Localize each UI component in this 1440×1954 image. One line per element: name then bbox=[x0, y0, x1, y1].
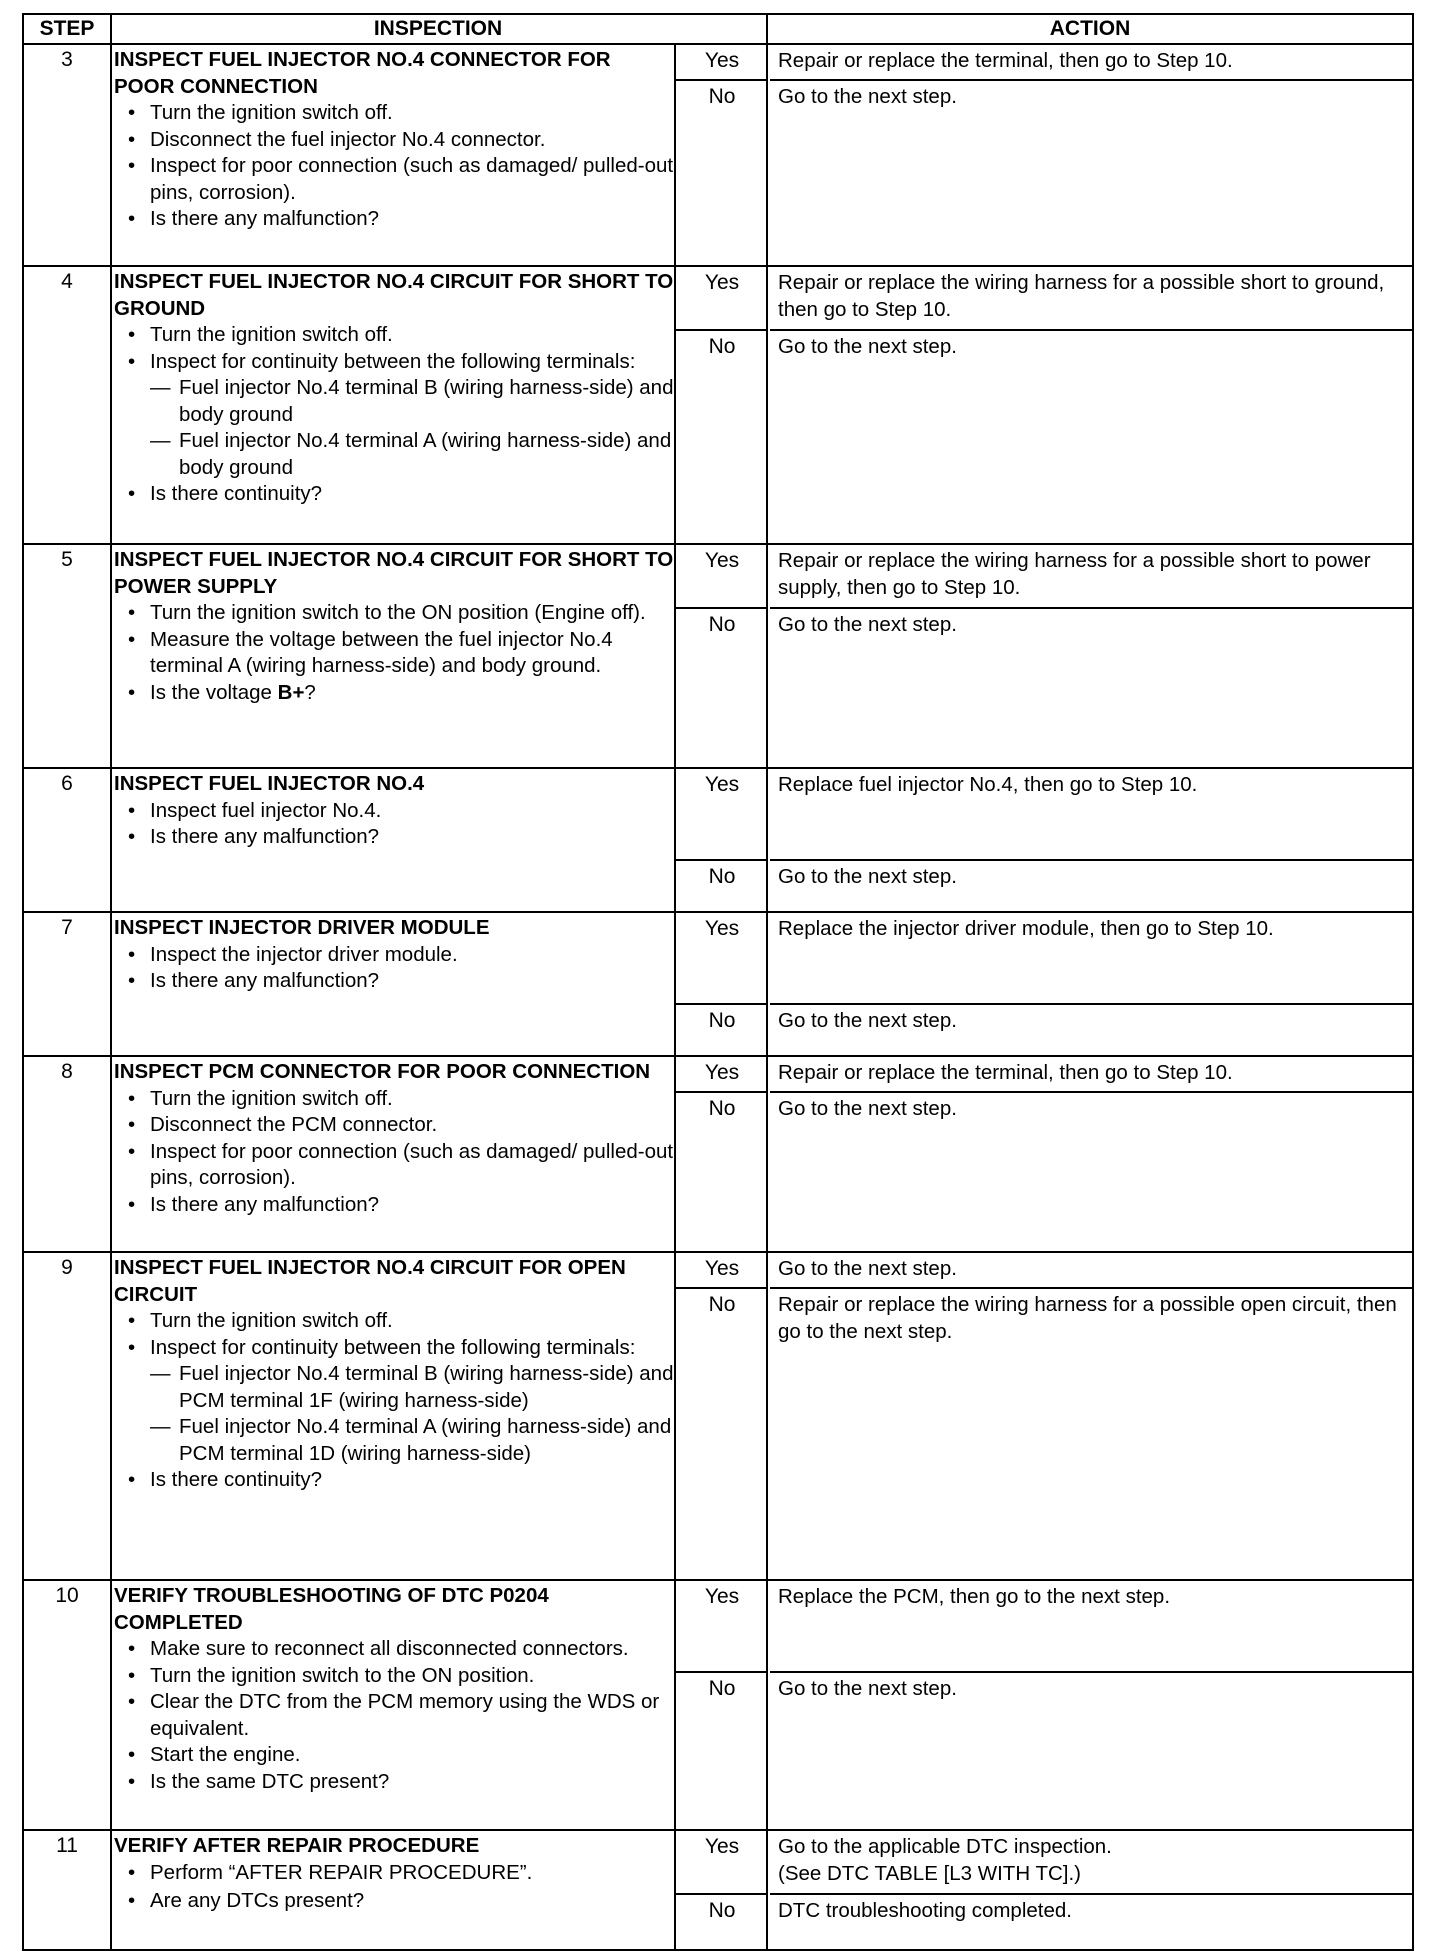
inspection-title: INSPECT INJECTOR DRIVER MODULE bbox=[114, 916, 490, 939]
inspection-title: VERIFY AFTER REPAIR PROCEDURE bbox=[114, 1834, 480, 1857]
table-row bbox=[24, 769, 1412, 913]
step-number: 11 bbox=[56, 1834, 78, 1857]
yes-cell bbox=[676, 1831, 768, 1893]
yes-action-cell bbox=[770, 1831, 1412, 1893]
inspection-item: • Turn the ignition switch off. bbox=[114, 322, 674, 349]
yes-cell bbox=[676, 769, 768, 859]
inspection-item: • Is there any malfunction? bbox=[114, 824, 674, 851]
yes-action-cell bbox=[770, 913, 1412, 1003]
step-number: 4 bbox=[61, 270, 73, 293]
inspection-item: • Turn the ignition switch to the ON position (Engine off). bbox=[114, 600, 674, 627]
step-number: 9 bbox=[61, 1256, 73, 1279]
step-number: 10 bbox=[55, 1584, 79, 1607]
inspection-item: • Start the engine. bbox=[114, 1742, 674, 1769]
no-label: No bbox=[708, 1899, 736, 1922]
inspection-item: • Is there any malfunction? bbox=[114, 206, 674, 233]
inspection-item: • Turn the ignition switch off. bbox=[114, 100, 674, 127]
table-row bbox=[24, 545, 1412, 769]
inspection-cell bbox=[114, 1583, 674, 1795]
yes-action-cell bbox=[770, 1057, 1412, 1091]
no-action-cell bbox=[770, 1091, 1412, 1251]
no-action-cell bbox=[770, 1003, 1412, 1055]
no-cell bbox=[676, 1893, 768, 1951]
yes-label: Yes bbox=[704, 1257, 740, 1280]
no-action-cell bbox=[770, 79, 1412, 265]
yes-cell bbox=[676, 1581, 768, 1671]
inspection-item: • Is the same DTC present? bbox=[114, 1769, 674, 1796]
inspection-item: • Disconnect the fuel injector No.4 connector. bbox=[114, 127, 674, 154]
table-row bbox=[24, 913, 1412, 1057]
inspection-item: • Is the voltage B+? bbox=[114, 680, 674, 707]
yes-label: Yes bbox=[704, 49, 740, 72]
inspection-title: INSPECT FUEL INJECTOR NO.4 CIRCUIT FOR SHORT TO GROUND bbox=[114, 270, 674, 320]
inspection-item: • Turn the ignition switch off. bbox=[114, 1308, 674, 1335]
table-body bbox=[24, 45, 1412, 1949]
inspection-item: • Disconnect the PCM connector. bbox=[114, 1112, 674, 1139]
yes-label: Yes bbox=[704, 1585, 740, 1608]
no-cell bbox=[676, 1671, 768, 1829]
inspection-subitem: — Fuel injector No.4 terminal B (wiring harness-side) and PCM terminal 1F (wiring harness-side) bbox=[150, 1362, 674, 1412]
table-row bbox=[24, 1253, 1412, 1581]
no-action: Go to the next step. bbox=[778, 85, 957, 108]
step-number: 6 bbox=[61, 772, 73, 795]
no-action: Go to the next step. bbox=[778, 1009, 957, 1032]
no-cell bbox=[676, 329, 768, 543]
yes-label: Yes bbox=[704, 917, 740, 940]
yes-cell bbox=[676, 1057, 768, 1091]
inspection-subitem: — Fuel injector No.4 terminal A (wiring harness-side) and body ground bbox=[150, 429, 672, 479]
inspection-item: • Perform “AFTER REPAIR PROCEDURE”. bbox=[114, 1860, 674, 1887]
no-action-cell bbox=[770, 607, 1412, 767]
yes-label: Yes bbox=[704, 773, 740, 796]
inspection-cell bbox=[114, 771, 674, 851]
yes-action-cell bbox=[770, 1253, 1412, 1287]
inspection-title: INSPECT PCM CONNECTOR FOR POOR CONNECTION bbox=[114, 1060, 651, 1083]
inspection-item: • Turn the ignition switch off. bbox=[114, 1086, 674, 1113]
no-label: No bbox=[708, 85, 736, 108]
inspection-cell bbox=[114, 547, 674, 706]
no-action: Go to the next step. bbox=[778, 1677, 957, 1700]
step-number: 7 bbox=[61, 916, 73, 939]
yes-label: Yes bbox=[704, 1061, 740, 1084]
inspection-item: • Turn the ignition switch to the ON position. bbox=[114, 1663, 674, 1690]
inspection-cell bbox=[114, 915, 674, 995]
no-label: No bbox=[708, 1009, 736, 1032]
inspection-item: • Make sure to reconnect all disconnected connectors. bbox=[114, 1636, 674, 1663]
no-cell bbox=[676, 1091, 768, 1251]
step-number: 8 bbox=[61, 1060, 73, 1083]
header-inspection: INSPECTION bbox=[373, 17, 503, 40]
no-action: Repair or replace the wiring harness for a possible open circuit, then go to the next step. bbox=[778, 1293, 1397, 1343]
no-action-cell bbox=[770, 1287, 1412, 1579]
inspection-item: • Is there continuity? bbox=[114, 1467, 674, 1494]
yes-action: Repair or replace the terminal, then go to Step 10. bbox=[778, 49, 1233, 72]
inspection-item: • Clear the DTC from the PCM memory using the WDS or equivalent. bbox=[114, 1689, 674, 1742]
inspection-item: • Is there any malfunction? bbox=[114, 1192, 674, 1219]
no-action: Go to the next step. bbox=[778, 613, 957, 636]
table-row bbox=[24, 1057, 1412, 1253]
inspection-subitem: — Fuel injector No.4 terminal A (wiring harness-side) and PCM terminal 1D (wiring harness-side) bbox=[150, 1415, 672, 1465]
no-label: No bbox=[708, 865, 736, 888]
yes-label: Yes bbox=[704, 271, 740, 294]
table-row bbox=[24, 267, 1412, 545]
no-action-cell bbox=[770, 329, 1412, 543]
inspection-item: • Is there continuity? bbox=[114, 481, 674, 508]
yes-action-cell bbox=[770, 1581, 1412, 1671]
yes-action-reference: (See DTC TABLE [L3 WITH TC].) bbox=[778, 1861, 1082, 1885]
yes-label: Yes bbox=[704, 549, 740, 572]
yes-label: Yes bbox=[704, 1835, 740, 1858]
yes-action-cell bbox=[770, 769, 1412, 859]
yes-cell bbox=[676, 45, 768, 79]
inspection-item: • Inspect for poor connection (such as damaged/ pulled-out pins, corrosion). bbox=[114, 1139, 674, 1192]
no-cell bbox=[676, 79, 768, 265]
yes-action: Replace fuel injector No.4, then go to Step 10. bbox=[778, 773, 1198, 796]
header-step: STEP bbox=[39, 17, 95, 40]
yes-action: Go to the next step. bbox=[778, 1257, 957, 1280]
yes-action: Replace the PCM, then go to the next step. bbox=[778, 1585, 1171, 1608]
inspection-item: • Inspect for continuity between the following terminals: bbox=[114, 1335, 674, 1362]
inspection-title: INSPECT FUEL INJECTOR NO.4 CIRCUIT FOR SHORT TO POWER SUPPLY bbox=[114, 548, 674, 598]
no-action-cell bbox=[770, 859, 1412, 911]
troubleshooting-table bbox=[22, 13, 1414, 1951]
no-action-cell bbox=[770, 1671, 1412, 1829]
inspection-item: • Is there any malfunction? bbox=[114, 968, 674, 995]
no-action: Go to the next step. bbox=[778, 1097, 957, 1120]
inspection-title: INSPECT FUEL INJECTOR NO.4 CIRCUIT FOR OPEN CIRCUIT bbox=[114, 1256, 626, 1306]
step-number: 3 bbox=[61, 48, 73, 71]
no-action: Go to the next step. bbox=[778, 335, 957, 358]
no-label: No bbox=[708, 335, 736, 358]
yes-cell bbox=[676, 1253, 768, 1287]
step-number: 5 bbox=[61, 548, 73, 571]
no-label: No bbox=[708, 1097, 736, 1120]
inspection-cell bbox=[114, 1255, 674, 1494]
no-action-cell bbox=[770, 1893, 1412, 1951]
no-label: No bbox=[708, 1677, 736, 1700]
inspection-item: • Inspect the injector driver module. bbox=[114, 942, 674, 969]
yes-action: Go to the applicable DTC inspection. bbox=[778, 1835, 1112, 1858]
inspection-title: VERIFY TROUBLESHOOTING OF DTC P0204 COMPLETED bbox=[114, 1584, 549, 1634]
yes-action: Repair or replace the wiring harness for a possible short to power supply, then go to Step 10. bbox=[778, 549, 1371, 599]
no-cell bbox=[676, 1287, 768, 1579]
inspection-cell bbox=[114, 269, 674, 508]
inspection-item: • Are any DTCs present? bbox=[114, 1888, 674, 1915]
inspection-title: INSPECT FUEL INJECTOR NO.4 CONNECTOR FOR POOR CONNECTION bbox=[114, 48, 611, 98]
inspection-cell bbox=[114, 1833, 674, 1915]
yes-action-cell bbox=[770, 545, 1412, 607]
table-row bbox=[24, 45, 1412, 267]
header-action: ACTION bbox=[1049, 17, 1131, 40]
inspection-title: INSPECT FUEL INJECTOR NO.4 bbox=[114, 772, 425, 795]
inspection-item: • Measure the voltage between the fuel injector No.4 terminal A (wiring harness-side) and body ground. bbox=[114, 627, 674, 680]
table-row bbox=[24, 1581, 1412, 1831]
no-cell bbox=[676, 1003, 768, 1055]
no-action: Go to the next step. bbox=[778, 865, 957, 888]
no-cell bbox=[676, 859, 768, 911]
yes-cell bbox=[676, 545, 768, 607]
yes-action-cell bbox=[770, 267, 1412, 329]
yes-action: Replace the injector driver module, then go to Step 10. bbox=[778, 917, 1274, 940]
inspection-subitem: — Fuel injector No.4 terminal B (wiring harness-side) and body ground bbox=[150, 376, 674, 426]
inspection-cell bbox=[114, 1059, 674, 1218]
yes-cell bbox=[676, 267, 768, 329]
no-label: No bbox=[708, 1293, 736, 1316]
yes-action-cell bbox=[770, 45, 1412, 79]
yes-cell bbox=[676, 913, 768, 1003]
no-label: No bbox=[708, 613, 736, 636]
yes-action: Repair or replace the terminal, then go to Step 10. bbox=[778, 1061, 1233, 1084]
inspection-cell bbox=[114, 47, 674, 233]
inspection-item: • Inspect for poor connection (such as damaged/ pulled-out pins, corrosion). bbox=[114, 153, 674, 206]
table-header bbox=[24, 15, 1412, 45]
inspection-item: • Inspect for continuity between the following terminals: bbox=[114, 349, 674, 376]
yes-action: Repair or replace the wiring harness for a possible short to ground, then go to Step 10. bbox=[778, 271, 1385, 321]
no-cell bbox=[676, 607, 768, 767]
no-action: DTC troubleshooting completed. bbox=[778, 1899, 1072, 1922]
table-row bbox=[24, 1831, 1412, 1951]
inspection-item: • Inspect fuel injector No.4. bbox=[114, 798, 674, 825]
